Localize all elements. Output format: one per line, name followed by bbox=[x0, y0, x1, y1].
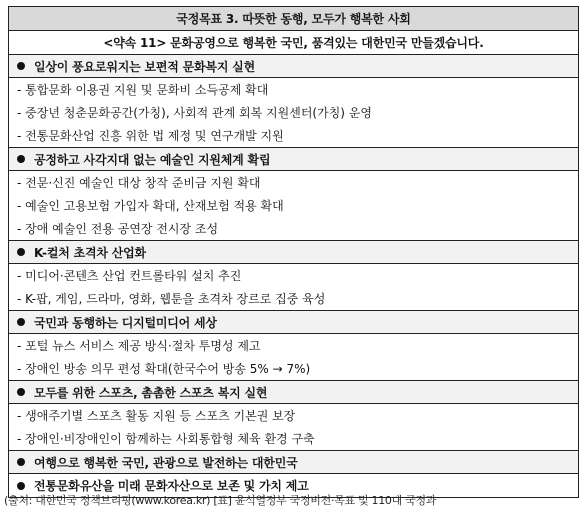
list-item: - 장애인 방송 의무 편성 확대(한국수어 방송 5% → 7%) bbox=[17, 362, 311, 376]
list-item: - 예술인 고용보험 가입자 확대, 산재보험 적용 확대 bbox=[17, 199, 284, 213]
bullet-icon bbox=[17, 155, 25, 163]
list-item: - 전통문화산업 진흥 위한 법 제정 및 연구개발 지원 bbox=[17, 129, 284, 143]
bullet-icon bbox=[17, 458, 25, 466]
list-item: - 미디어·콘텐츠 산업 컨트롤타워 설치 추진 bbox=[17, 269, 242, 283]
section-heading bbox=[9, 55, 578, 78]
section-heading bbox=[9, 311, 578, 334]
list-item: - 통합문화 이용권 지원 및 문화비 소득공제 확대 bbox=[17, 83, 269, 97]
section-heading-text: K-컬처 초격차 산업화 bbox=[34, 245, 146, 260]
section-heading-text: 전통문화유산을 미래 문화자산으로 보존 및 가치 제고 bbox=[34, 479, 309, 493]
table-subtitle: <약속 11> 문화공영으로 행복한 국민, 품격있는 대한민국 만들겠습니다. bbox=[9, 31, 578, 55]
section-items bbox=[9, 78, 578, 148]
table-title: 국정목표 3. 따뜻한 동행, 모두가 행복한 사회 bbox=[9, 7, 578, 31]
list-item: - 생애주기별 스포츠 활동 지원 등 스포츠 기본권 보장 bbox=[17, 409, 296, 423]
section-heading bbox=[9, 381, 578, 404]
list-item: - 장애인·비장애인이 함께하는 사회통합형 체육 환경 구축 bbox=[17, 432, 315, 446]
list-item: - K-팝, 게임, 드라마, 영화, 웹툰을 초격차 장르로 집중 육성 bbox=[17, 292, 326, 306]
section-heading-text: 모두를 위한 스포츠, 촘촘한 스포츠 복지 실현 bbox=[34, 385, 268, 400]
list-item: - 중장년 청춘문화공간(가칭), 사회적 관계 회복 지원센터(가칭) 운영 bbox=[17, 106, 372, 120]
section-heading bbox=[9, 451, 578, 474]
policy-table bbox=[8, 6, 579, 498]
section-heading-text: 공정하고 사각지대 없는 예술인 지원체계 확립 bbox=[34, 152, 271, 167]
bullet-icon bbox=[17, 62, 25, 70]
bullet-icon bbox=[17, 388, 25, 396]
bullet-icon bbox=[17, 318, 25, 326]
bullet-icon bbox=[17, 248, 25, 256]
section-heading bbox=[9, 241, 578, 264]
section-items bbox=[9, 334, 578, 381]
section-items bbox=[9, 171, 578, 241]
section-heading-text: 여행으로 행복한 국민, 관광으로 발전하는 대한민국 bbox=[34, 455, 298, 470]
section-heading bbox=[9, 148, 578, 171]
list-item: - 전문·신진 예술인 대상 창작 준비금 지원 확대 bbox=[17, 176, 261, 190]
section-heading-text: 국민과 동행하는 디지털미디어 세상 bbox=[34, 315, 217, 330]
bullet-icon bbox=[17, 482, 25, 490]
section-items bbox=[9, 404, 578, 451]
section-items bbox=[9, 264, 578, 311]
list-item: - 포털 뉴스 서비스 제공 방식·절차 투명성 제고 bbox=[17, 339, 261, 353]
list-item: - 장애 예술인 전용 공연장 전시장 조성 bbox=[17, 222, 219, 236]
section-heading-text: 일상이 풍요로워지는 보편적 문화복지 실현 bbox=[34, 59, 255, 74]
source-caption: (출처: 대한민국 정책브리핑(www.korea.kr) [표] 윤석열정부 국정비전·목표 및 110대 국정과 bbox=[4, 494, 437, 507]
